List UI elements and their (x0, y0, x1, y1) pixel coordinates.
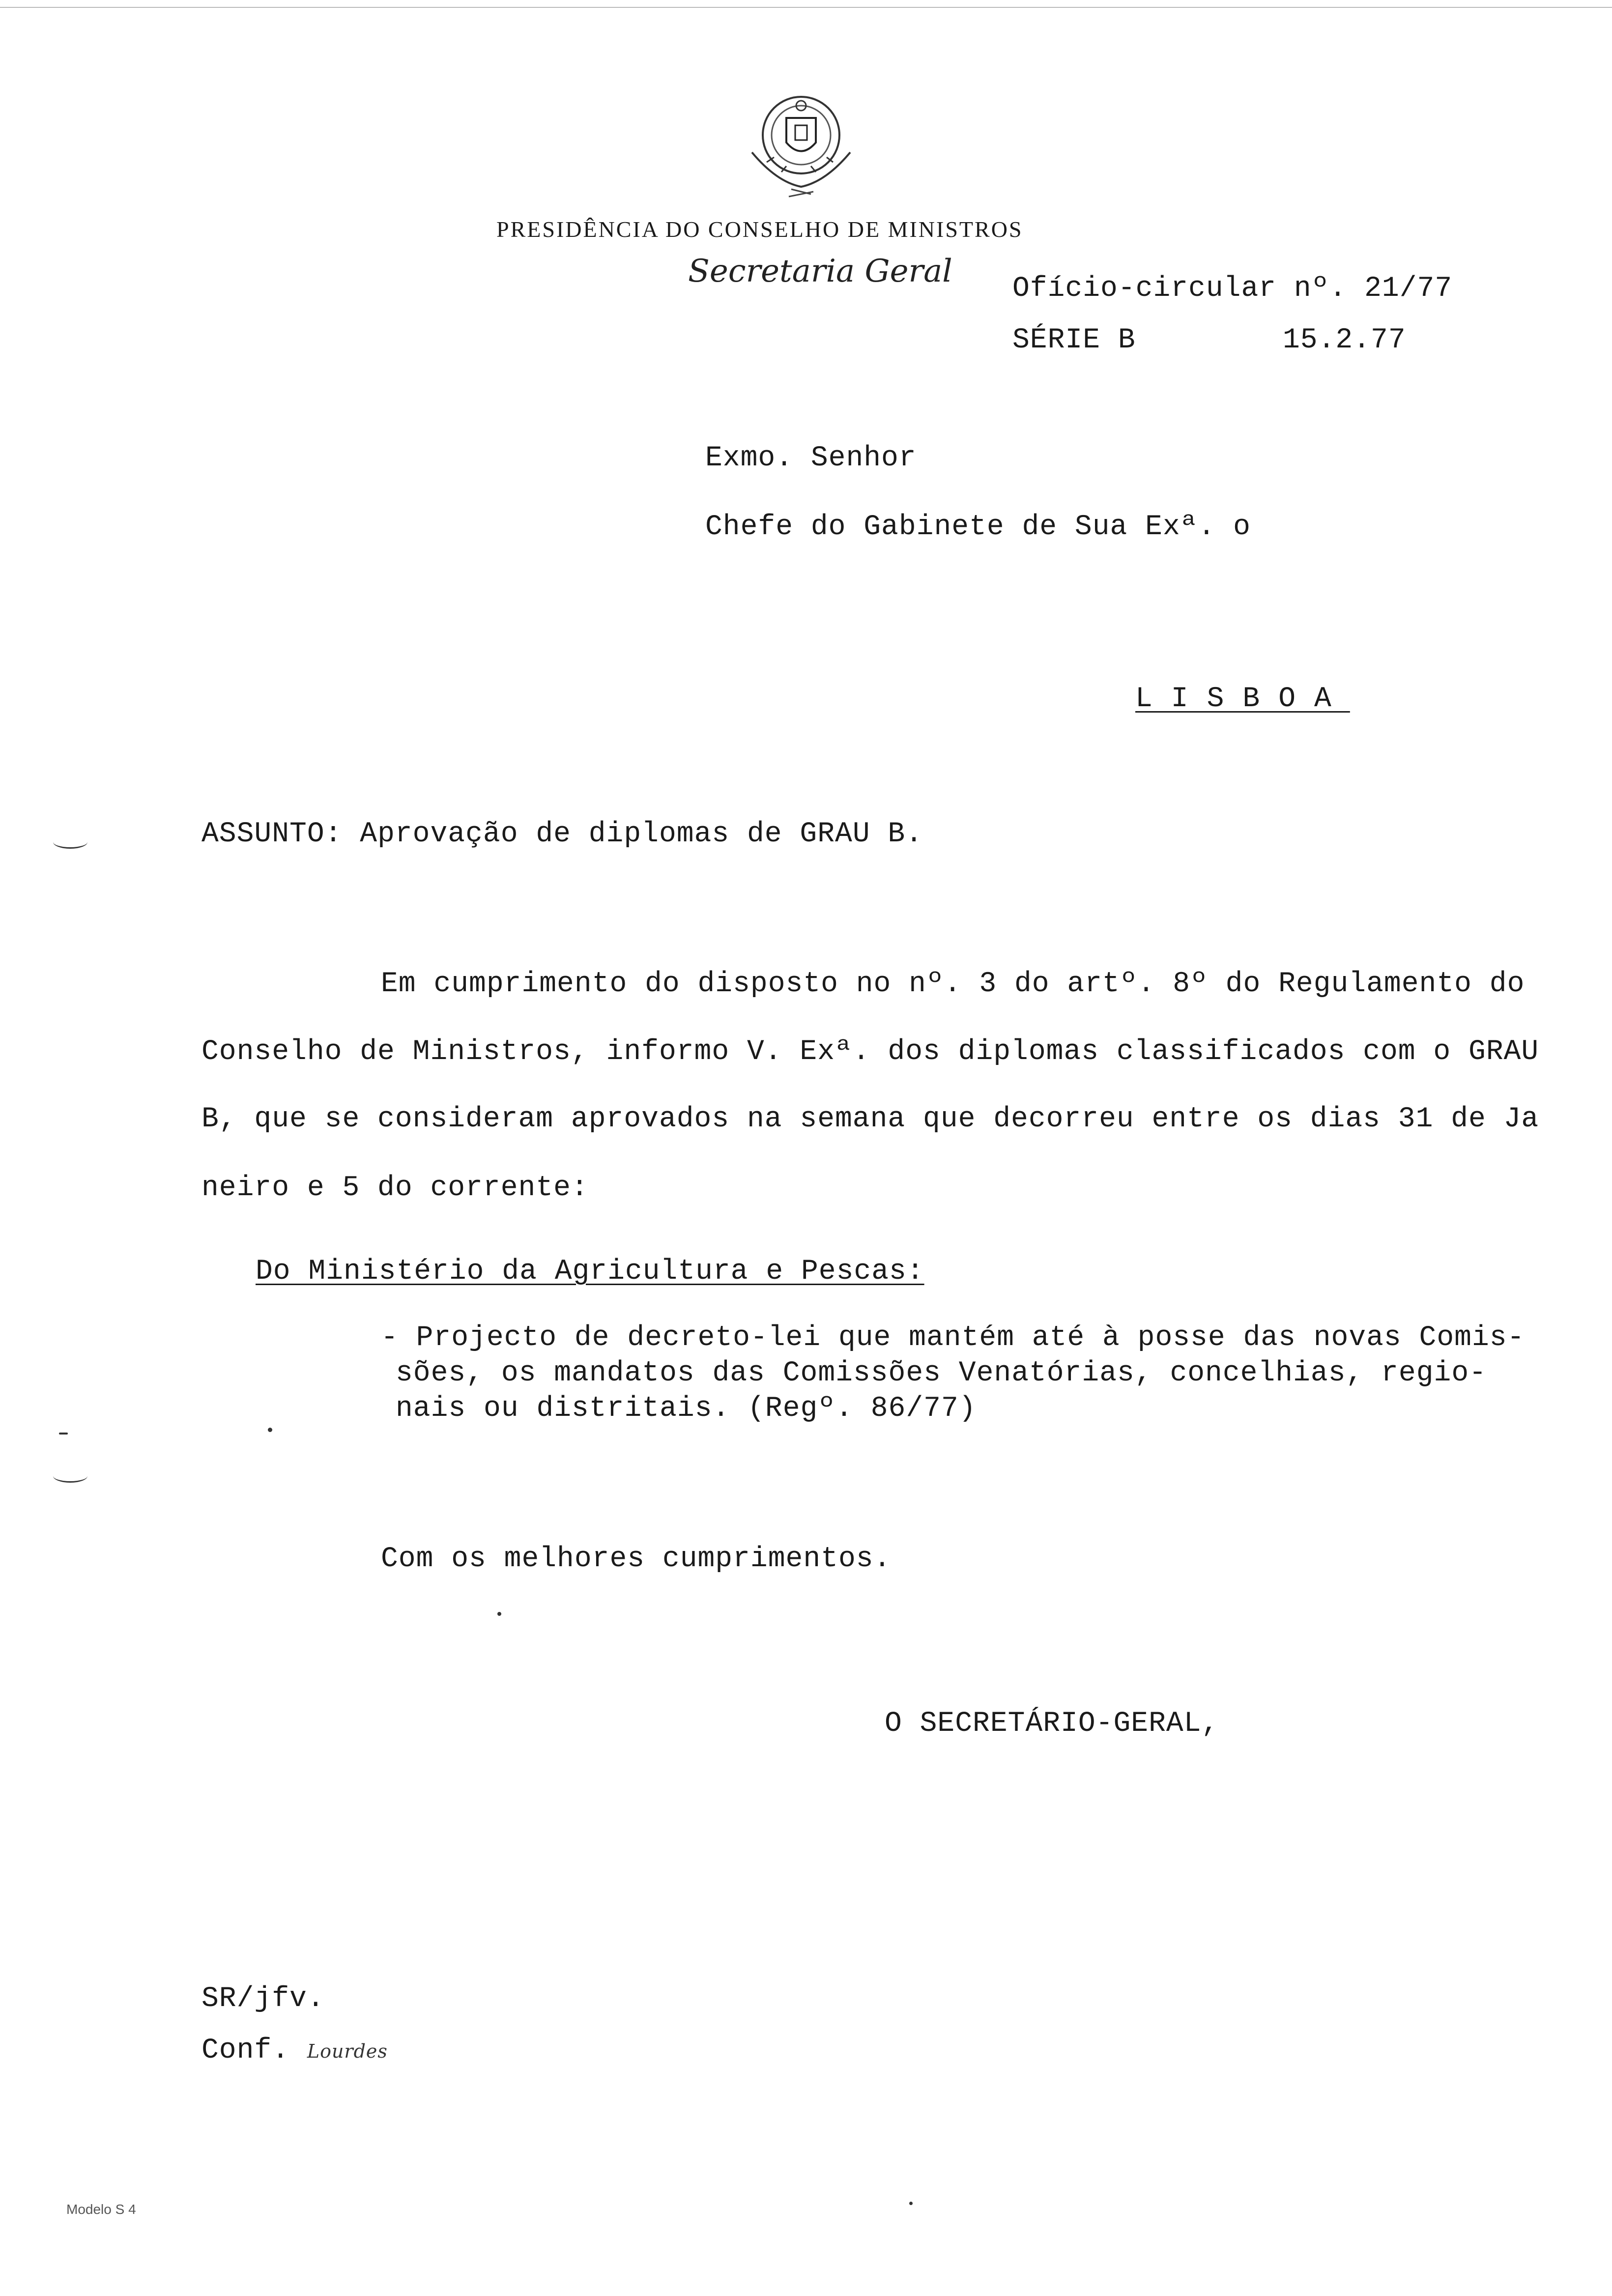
scan-dot-1 (268, 1428, 272, 1432)
recipient-title: Chefe do Gabinete de Sua Exª. o (705, 511, 1251, 543)
department-signature: Secretaria Geral (688, 253, 952, 289)
conf-label: Conf. (202, 2035, 290, 2066)
top-border-line (0, 7, 1612, 8)
punch-mark-1 (53, 835, 87, 849)
conf-signature: Lourdes (307, 2040, 388, 2062)
body-line-3: B, que se consideram aprovados na semana que decorreu entre os dias 31 de Ja (202, 1103, 1539, 1135)
series-label: SÉRIE B (1012, 324, 1136, 356)
model-label: Modelo S 4 (66, 2202, 136, 2217)
salutation: Exmo. Senhor (705, 442, 917, 474)
closing-text: Com os melhores cumprimentos. (381, 1543, 892, 1575)
subject-line (202, 818, 923, 850)
recipient-city: LISBOA (1135, 683, 1350, 715)
reference-number: Ofício-circular nº. 21/77 (1012, 273, 1453, 305)
body-line-2: Conselho de Ministros, informo V. Exª. dos diplomas classificados com o GRAU (202, 1036, 1539, 1068)
document-date: 15.2.77 (1283, 324, 1406, 356)
body-line-1: Em cumprimento do disposto no nº. 3 do artº. 8º do Regulamento do (381, 968, 1525, 1000)
signatory-title: O SECRETÁRIO-GERAL, (885, 1708, 1219, 1740)
punch-mark-2 (53, 1469, 87, 1483)
body-line-4: neiro e 5 do corrente: (202, 1172, 589, 1204)
ministry-item-line-1: - Projecto de decreto-lei que mantém até à posse das novas Comis- (381, 1322, 1525, 1354)
scan-dot-4 (59, 1433, 68, 1435)
initials: SR/jfv. (202, 1983, 325, 2015)
subject-text: Aprovação de diplomas de GRAU B. (360, 818, 923, 850)
scan-dot-3 (909, 2202, 913, 2205)
ministry-item-line-2: sões, os mandatos das Comissões Venatórias, concelhias, regio- (396, 1357, 1487, 1389)
ministry-heading: Do Ministério da Agricultura e Pescas: (256, 1256, 924, 1288)
ministry-item-line-3: nais ou distritais. (Regº. 86/77) (396, 1393, 977, 1425)
coat-of-arms-icon (737, 79, 865, 201)
institution-title: PRESIDÊNCIA DO CONSELHO DE MINISTROS (496, 217, 1023, 242)
conf-line (202, 2035, 388, 2066)
scan-dot-2 (497, 1612, 501, 1616)
subject-label: ASSUNTO: (202, 818, 343, 850)
